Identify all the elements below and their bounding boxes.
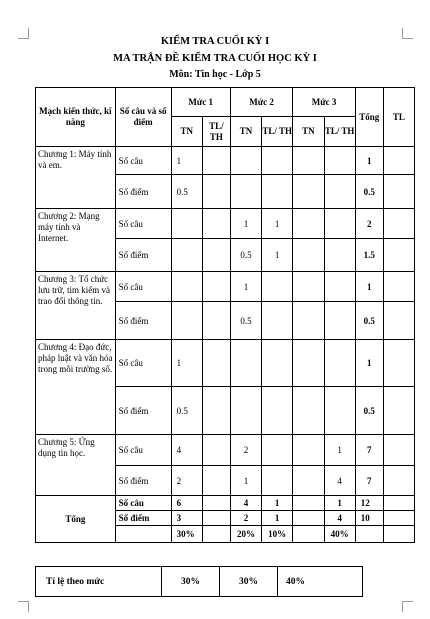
table-cell	[293, 147, 324, 175]
table-cell	[383, 387, 414, 435]
empty-cell	[115, 526, 171, 543]
level2-header: Mức 2	[230, 88, 292, 117]
table-cell	[383, 435, 414, 466]
table-cell: 6	[171, 496, 202, 511]
ratio-level2: 30%	[220, 567, 278, 597]
table-cell	[202, 340, 230, 387]
table-cell	[293, 526, 324, 543]
so-diem-label: Số điểm	[115, 511, 171, 526]
table-cell	[262, 272, 293, 302]
chapter-row	[36, 209, 415, 239]
table-cell: 2	[230, 511, 261, 526]
ratio-level1: 30%	[162, 567, 220, 597]
table-cell	[171, 272, 202, 302]
table-cell	[262, 466, 293, 496]
row-total: 7	[355, 435, 383, 466]
table-cell	[171, 302, 202, 340]
table-cell: 4	[324, 511, 355, 526]
l1-tn-header: TN	[171, 117, 202, 147]
table-cell	[293, 435, 324, 466]
table-cell	[383, 147, 414, 175]
chapter-row	[36, 147, 415, 175]
ratio-table	[35, 566, 363, 597]
table-cell: 0.5	[230, 302, 261, 340]
chapter-label: Chương 4: Đạo đức, pháp luật và văn hóa trong môi trường số.	[36, 340, 116, 435]
table-cell: 1	[324, 435, 355, 466]
table-cell	[262, 435, 293, 466]
chapter-row	[36, 435, 415, 466]
table-cell: 4	[171, 435, 202, 466]
ratio-label: Tỉ lệ theo mức	[36, 567, 162, 597]
table-cell: 20%	[230, 526, 261, 543]
table-cell: 1	[230, 209, 261, 239]
so-cau-label: Số câu	[115, 272, 171, 302]
table-cell	[293, 272, 324, 302]
row-total: 1.5	[355, 239, 383, 272]
header-row-1	[36, 88, 415, 117]
so-cau-label: Số câu	[115, 209, 171, 239]
table-cell	[383, 272, 414, 302]
table-cell	[230, 147, 261, 175]
table-cell	[383, 209, 414, 239]
table-cell: 1	[262, 209, 293, 239]
table-cell	[293, 302, 324, 340]
chapter-row	[36, 340, 415, 387]
so-diem-label: Số điểm	[115, 175, 171, 209]
chapter-label: Chương 2: Mạng máy tính và Internet.	[36, 209, 116, 272]
table-cell	[293, 175, 324, 209]
table-cell	[262, 147, 293, 175]
total-label: Tổng	[36, 496, 116, 543]
doc-subject: Môn: Tin học - Lớp 5	[169, 69, 261, 80]
table-cell	[202, 496, 230, 511]
table-cell: 0.5	[171, 175, 202, 209]
table-cell	[383, 526, 414, 543]
l2-tlth-header: TL/ TH	[262, 117, 293, 147]
so-diem-label: Số điểm	[115, 302, 171, 340]
chapter-row	[36, 272, 415, 302]
table-cell: 2	[230, 435, 261, 466]
table-cell	[230, 175, 261, 209]
table-cell	[383, 340, 414, 387]
l3-tn-header: TN	[293, 117, 324, 147]
so-cau-label: Số câu	[115, 496, 171, 511]
level1-header: Mức 1	[171, 88, 230, 117]
table-cell	[230, 387, 261, 435]
table-cell	[383, 239, 414, 272]
row-total: 1	[355, 340, 383, 387]
so-diem-label: Số điểm	[115, 239, 171, 272]
matrix-table	[35, 87, 415, 543]
chapter-label: Chương 1: Máy tính và em.	[36, 147, 116, 209]
table-cell	[383, 175, 414, 209]
row-total: 10	[355, 511, 383, 526]
col-topic-header: Mạch kiến thức, kĩ năng	[36, 88, 116, 147]
l2-tn-header: TN	[230, 117, 261, 147]
table-cell: 40%	[324, 526, 355, 543]
table-cell: 1	[262, 239, 293, 272]
l3-tlth-header: TL/ TH	[324, 117, 355, 147]
table-cell: 1	[230, 272, 261, 302]
row-total: 2	[355, 209, 383, 239]
table-cell	[202, 511, 230, 526]
chapter-label: Chương 3: Tổ chức lưu trữ, tìm kiếm và trao đổi thông tin.	[36, 272, 116, 340]
table-cell: 30%	[171, 526, 202, 543]
so-cau-label: Số câu	[115, 435, 171, 466]
doc-title: KIỂM TRA CUỐI KỲ I	[160, 36, 270, 47]
table-cell	[202, 526, 230, 543]
table-cell	[324, 340, 355, 387]
table-cell: 1	[230, 466, 261, 496]
row-total: 7	[355, 466, 383, 496]
table-cell: 1	[262, 511, 293, 526]
l1-tlth-header: TL/ TH	[202, 117, 230, 147]
table-cell	[202, 239, 230, 272]
table-cell: 1	[171, 340, 202, 387]
table-cell: 0.5	[230, 239, 261, 272]
table-cell	[202, 466, 230, 496]
total-header: Tổng	[355, 88, 383, 147]
so-cau-label: Số câu	[115, 147, 171, 175]
table-cell	[293, 511, 324, 526]
table-cell	[324, 147, 355, 175]
so-diem-label: Số điểm	[115, 387, 171, 435]
table-cell: 10%	[262, 526, 293, 543]
table-cell	[324, 272, 355, 302]
table-cell	[202, 387, 230, 435]
table-cell	[262, 175, 293, 209]
table-cell	[202, 209, 230, 239]
row-total: 0.5	[355, 387, 383, 435]
table-cell	[293, 387, 324, 435]
table-cell	[262, 302, 293, 340]
crop-mark-bottom-right	[402, 601, 413, 612]
so-diem-label: Số điểm	[115, 466, 171, 496]
table-cell	[324, 387, 355, 435]
tl-header: TL	[383, 88, 414, 147]
table-cell	[324, 302, 355, 340]
ratio-row	[36, 567, 363, 597]
row-total: 12	[355, 496, 383, 511]
table-cell	[230, 340, 261, 387]
table-cell	[293, 466, 324, 496]
chapter-label: Chương 5: Ứng dụng tin học.	[36, 435, 116, 496]
row-total: 1	[355, 147, 383, 175]
so-cau-label: Số câu	[115, 340, 171, 387]
table-cell	[293, 239, 324, 272]
table-cell: 3	[171, 511, 202, 526]
table-cell	[293, 209, 324, 239]
table-cell	[202, 147, 230, 175]
table-cell: 0.5	[171, 387, 202, 435]
row-total: 0.5	[355, 175, 383, 209]
table-cell: 1	[262, 496, 293, 511]
table-cell	[293, 340, 324, 387]
table-cell	[383, 466, 414, 496]
ratio-level3: 40%	[278, 567, 363, 597]
table-cell	[383, 302, 414, 340]
table-cell: 1	[324, 496, 355, 511]
total-row	[36, 496, 415, 511]
empty-cell	[355, 526, 383, 543]
row-total: 0.5	[355, 302, 383, 340]
level3-header: Mức 3	[293, 88, 355, 117]
table-cell	[202, 175, 230, 209]
table-cell	[293, 496, 324, 511]
table-cell	[171, 209, 202, 239]
doc-subtitle: MA TRẬN ĐỀ KIỂM TRA CUỐI HỌC KỲ I	[113, 53, 317, 64]
table-cell: 2	[171, 466, 202, 496]
table-cell	[383, 511, 414, 526]
col-type-header: Số câu và số điểm	[115, 88, 171, 147]
table-cell	[324, 175, 355, 209]
table-cell: 4	[324, 466, 355, 496]
table-cell	[171, 239, 202, 272]
table-cell	[262, 340, 293, 387]
table-cell	[202, 302, 230, 340]
table-cell	[262, 387, 293, 435]
table-cell	[324, 209, 355, 239]
table-cell: 1	[171, 147, 202, 175]
table-cell	[324, 239, 355, 272]
table-cell	[202, 435, 230, 466]
row-total: 1	[355, 272, 383, 302]
table-cell	[383, 496, 414, 511]
table-cell: 4	[230, 496, 261, 511]
crop-mark-bottom-left	[18, 601, 29, 612]
table-cell	[202, 272, 230, 302]
